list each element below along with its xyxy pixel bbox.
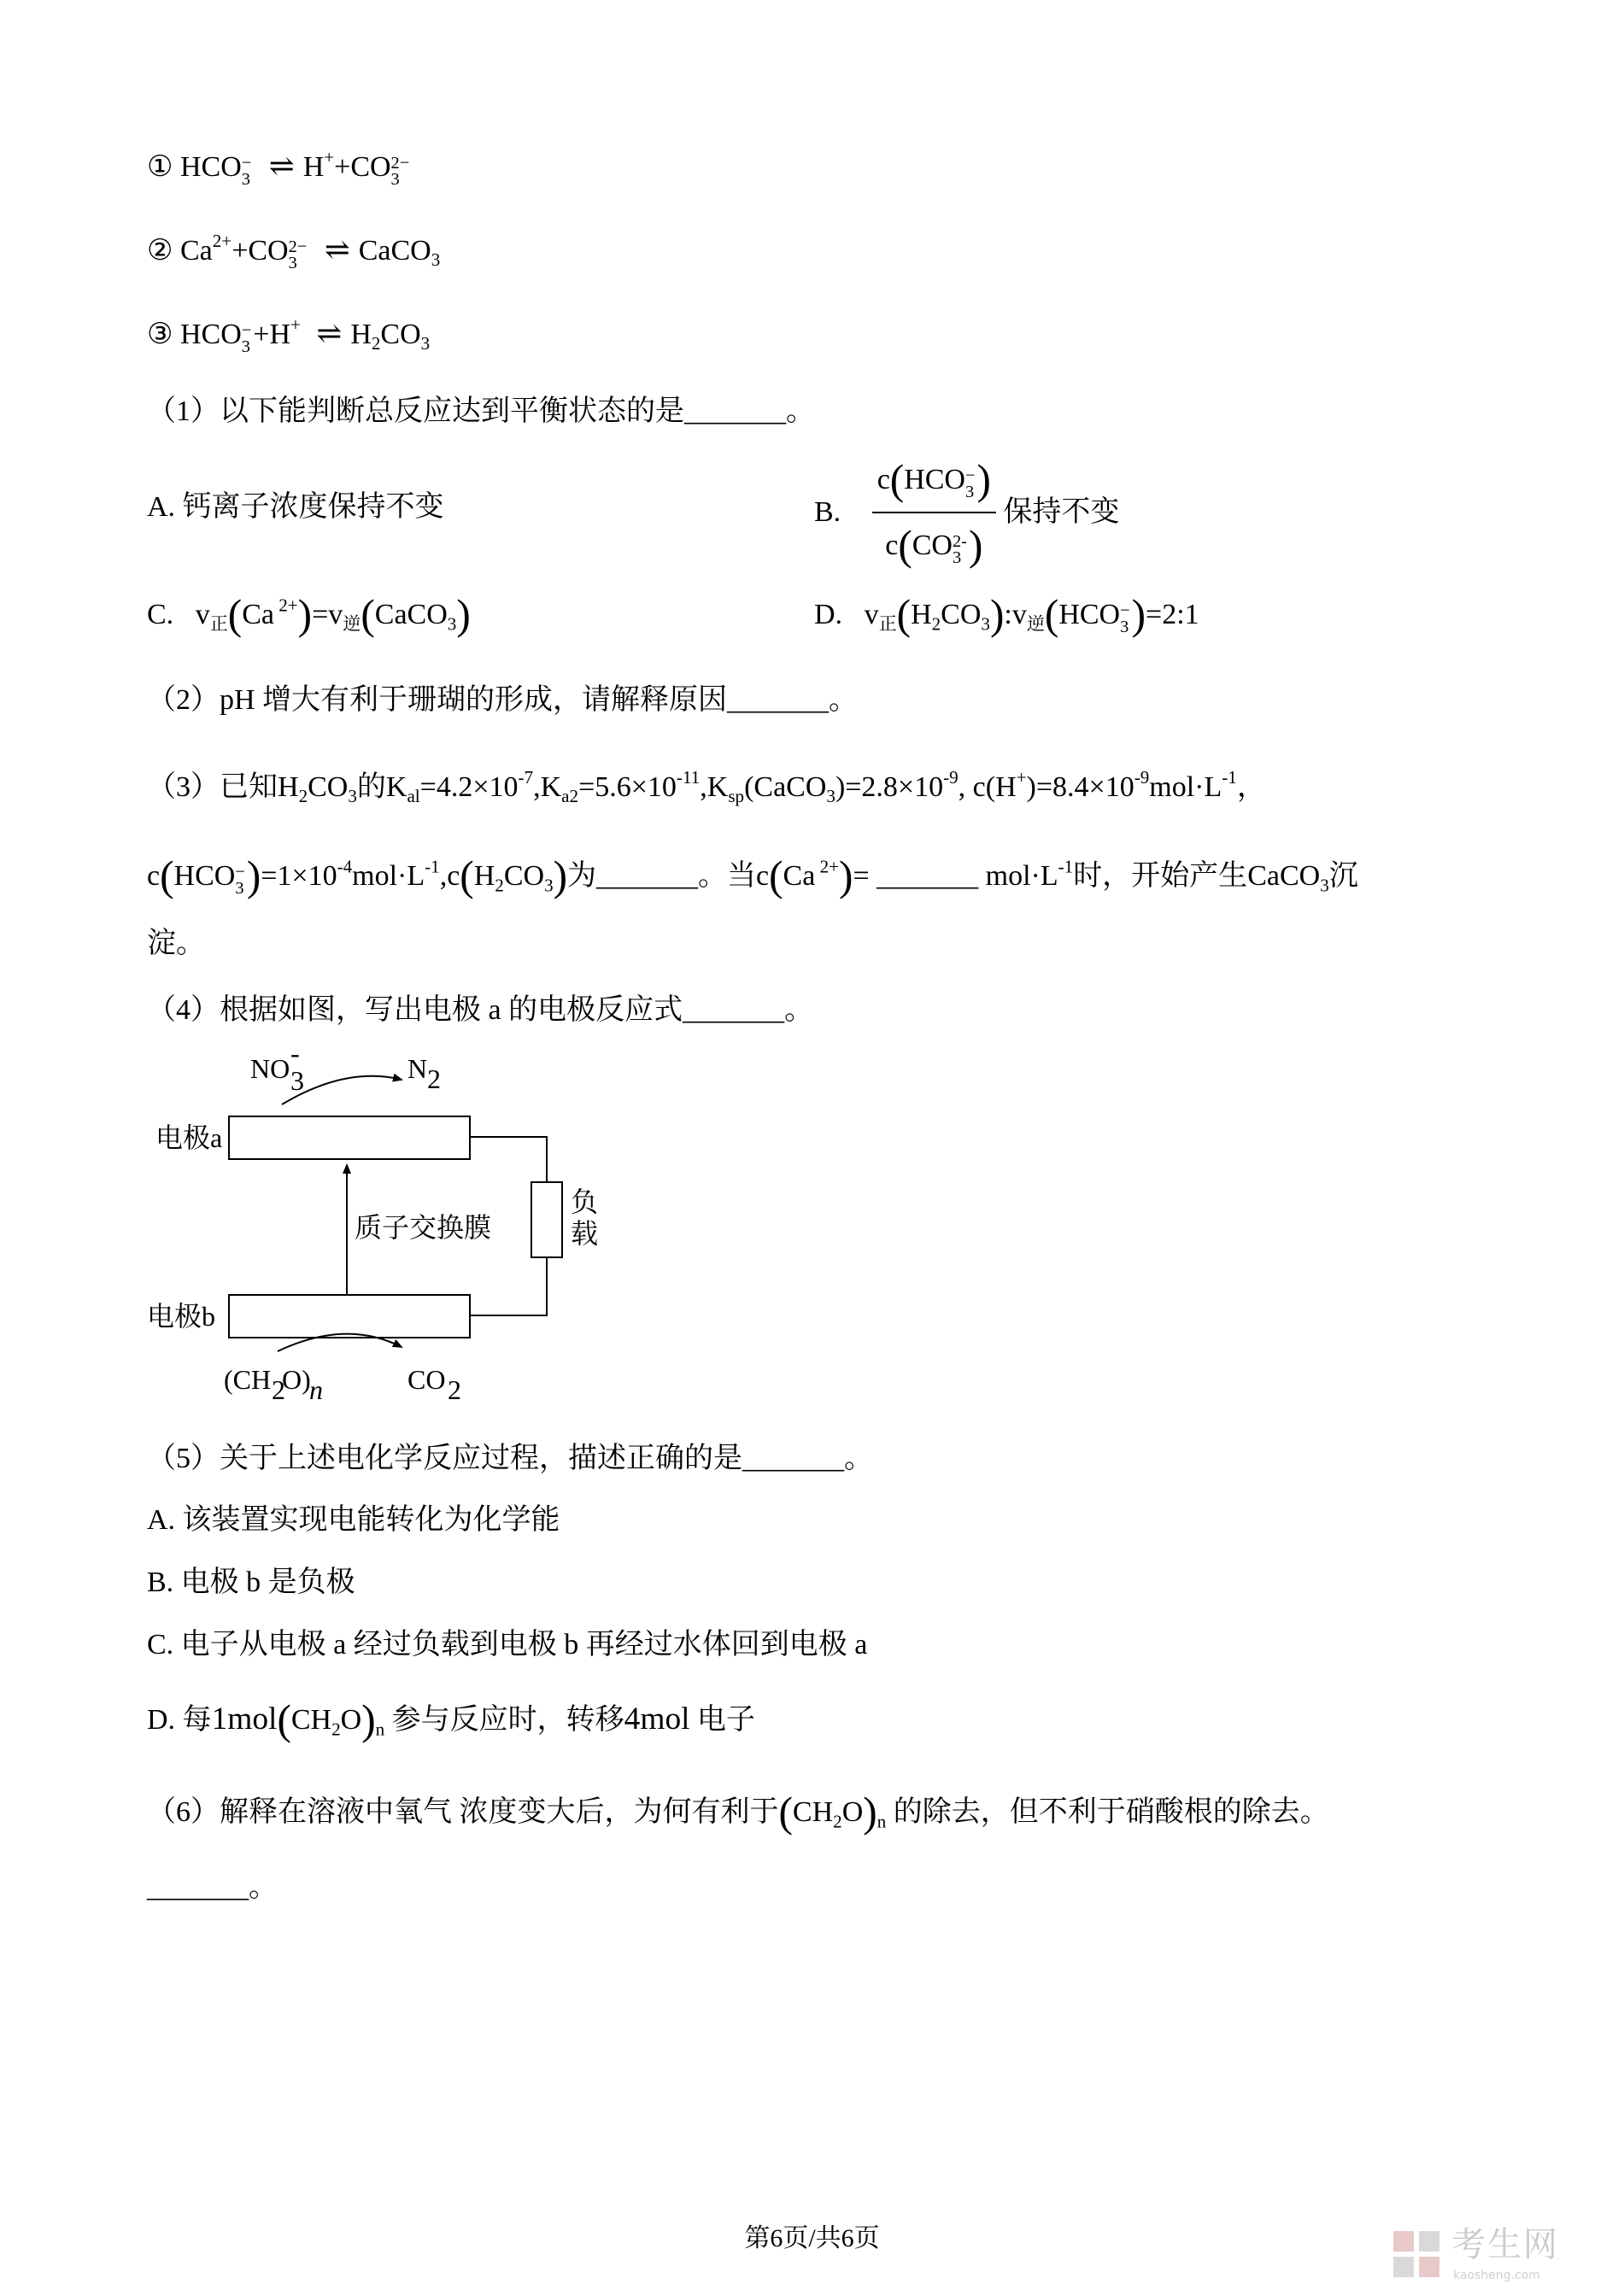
q6-stem-a: （6）解释在溶液中氧气 浓度变大后，为何有利于: [147, 1796, 779, 1829]
equation-1-marker: ①: [147, 150, 173, 183]
page-number: 第6页/共6页: [744, 2224, 880, 2252]
q6-stem: （6）解释在溶液中氧气 浓度变大后，为何有利于$(CH_2O)_n$ 的除去，但不利于硝酸根的除去。: [147, 1789, 1329, 1836]
load-label-2: 载: [571, 1218, 599, 1249]
watermark-logo: [1385, 2224, 1598, 2284]
nitrate-label: -: [290, 1038, 300, 1069]
q5-option-d-label: D. 每: [147, 1704, 212, 1737]
q2-text: 增大有利于珊瑚的形成，请解释原因_______。: [255, 684, 859, 716]
nitrogen-label: N: [407, 1053, 428, 1084]
q3-tail: 时，开始产生: [1073, 860, 1248, 893]
q6-answer-blank: _______。: [147, 1871, 278, 1903]
watermark-text: 考生网: [1451, 2225, 1559, 2264]
q5-stem: （5）关于上述电化学反应过程，描述正确的是_______。: [147, 1443, 873, 1474]
q3-line-3: 淀。: [147, 928, 205, 959]
logo-icon: [1390, 2228, 1445, 2282]
equilibrium-arrow-icon: ⇌: [268, 148, 295, 183]
q1-option-a: A. 钙离子浓度保持不变: [147, 491, 444, 523]
electrode-a-plate: [229, 1116, 470, 1159]
q1-option-d: D. $v_正(H_2CO_3):v_逆(HCO$ − 3 )=2:1: [814, 591, 1199, 638]
organic-label: (CH: [224, 1364, 272, 1395]
q3-wei: 为_______。当: [567, 860, 757, 893]
organic-label: O): [282, 1364, 311, 1395]
electrode-a-label: 电极a: [155, 1122, 223, 1153]
q1-option-d-label: D.: [814, 599, 843, 631]
q3-line-1: （3）已知$H_2CO_3$的$K_{al}=4.2\times 10^{-7},K_{a2}=5.6\times 10^{-11},K_{sp}(CaCO_3)=2.8\times 10^{-9}$, $c(H^+)=8.4\times 10^{-9}mol\cdot L^{-1}$，: [147, 767, 1266, 807]
co2-label: CO: [407, 1364, 446, 1395]
q2-stem: （2）pH 增大有利于珊瑚的形成，请解释原因_______。: [147, 684, 859, 716]
equilibrium-arrow-icon: ⇌: [324, 231, 350, 266]
equilibrium-arrow-icon: ⇌: [316, 315, 343, 350]
equation-2: ② $Ca^{2+}+CO$ 2− 3 ⇌ CaCO$_3$: [147, 231, 441, 272]
q5-option-d-end: 电子: [697, 1704, 756, 1737]
electrode-b-plate: [229, 1295, 470, 1338]
q2-prefix: （2）: [147, 684, 220, 716]
fraction: c(HCO − 3 ) c(CO 2- 3 ): [872, 454, 996, 571]
load-resistor: [531, 1182, 562, 1257]
organic-label: 2: [272, 1374, 285, 1405]
q1-stem: （1）以下能判断总反应达到平衡状态的是_______。: [147, 395, 815, 427]
nitrate-label: NO: [250, 1053, 290, 1084]
equation-3: ③ HCO − 3 +H+ ⇌ $H_2CO_3$: [147, 314, 431, 356]
co2-label: 2: [448, 1374, 461, 1405]
q3-blank: _______: [876, 860, 979, 893]
membrane-label: 质子交换膜: [355, 1212, 492, 1243]
q1-option-b-label: B.: [814, 495, 841, 528]
q1-option-c: C. $v_正(Ca$ $^{2+})=v_逆(CaCO_3)$: [147, 591, 471, 638]
q3-chen: 沉: [1328, 860, 1358, 893]
electrode-b-label: 电极b: [147, 1301, 216, 1332]
equation-2-marker: ②: [147, 234, 173, 266]
q3-prefix: （3）已知: [147, 770, 278, 803]
watermark-sub: kaosheng.com: [1453, 2269, 1540, 2282]
organic-label: n: [309, 1374, 323, 1405]
q5-option-c: C. 电子从电极 a 经过负载到电极 b 再经过水体回到电极 a: [147, 1629, 868, 1660]
wire: [470, 1257, 547, 1315]
q1-option-c-label: C.: [147, 599, 174, 631]
q5-option-b: B. 电极 b 是负极: [147, 1567, 355, 1598]
q6-stem-b: 的除去，但不利于硝酸根的除去。: [893, 1796, 1329, 1829]
wire: [470, 1137, 547, 1182]
nitrogen-label: 2: [427, 1063, 441, 1094]
nitrate-label: 3: [290, 1065, 304, 1096]
q3-line-2: c(HCO − 3 )$=1\times 10^{-4}mol\cdot L^{-1},c(H_2CO_3)$为_______。当c(Ca $^{2+}$)= _______ $mol\cdot L^{-1}$时，开始产生CaCO$_3$沉: [147, 852, 1358, 899]
q5-option-d: D. 每$1mol(CH_2O)_n$ 参与反应时，转移4mol 电子: [147, 1696, 756, 1743]
equation-3-marker: ③: [147, 318, 173, 350]
q1-option-b-suffix: 保持不变: [1003, 495, 1120, 528]
equation-1: ① HCO − 3 ⇌ H++CO 2− 3: [147, 147, 410, 189]
load-label-1: 负: [571, 1186, 599, 1217]
q5-option-d-tail: 参与反应时，转移: [391, 1704, 624, 1737]
q5-option-a: A. 该装置实现电能转化为化学能: [147, 1504, 560, 1536]
q4-stem: （4）根据如图，写出电极 a 的电极反应式_______。: [147, 994, 814, 1026]
